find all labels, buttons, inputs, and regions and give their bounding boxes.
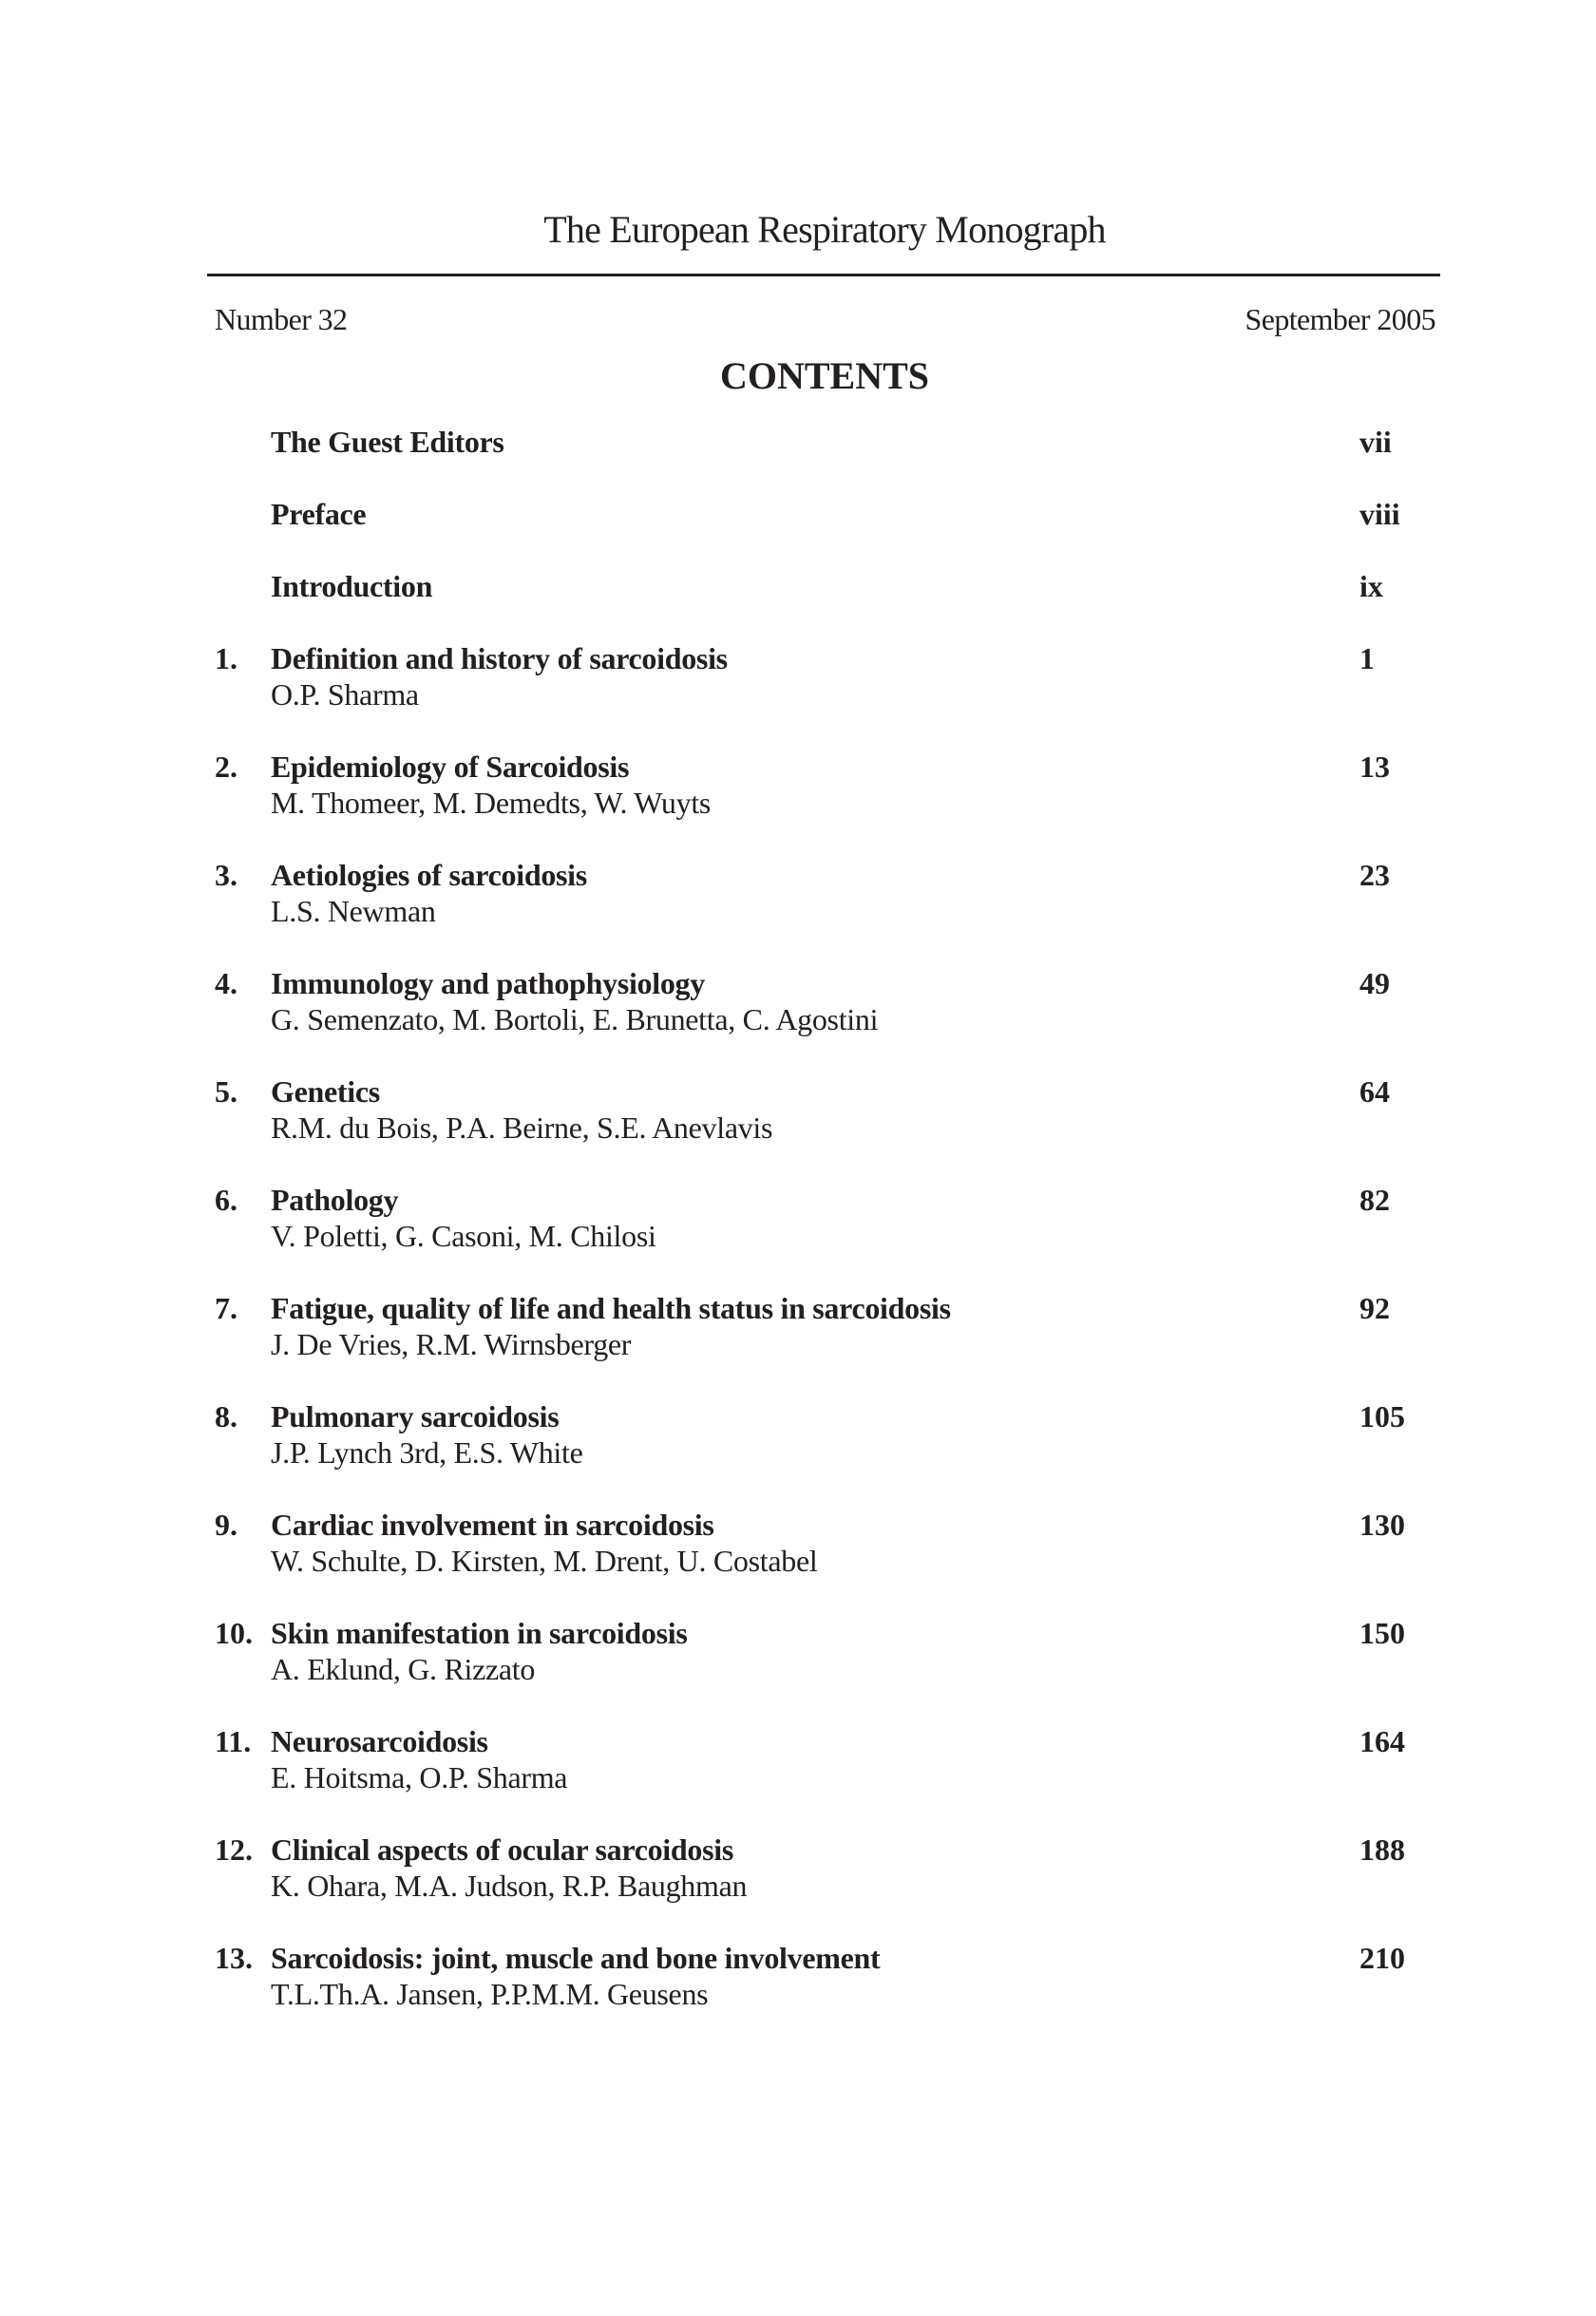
chapter-number: 3. <box>215 858 238 892</box>
chapter-title: Skin manifestation in sarcoidosis <box>271 1616 688 1650</box>
chapter-authors: G. Semenzato, M. Bortoli, E. Brunetta, C. Agostini <box>271 1002 879 1036</box>
chapter-title: Cardiac involvement in sarcoidosis <box>271 1508 714 1542</box>
chapter-entry <box>0 1182 1596 1258</box>
entry-page: ix <box>1359 569 1383 603</box>
chapter-number: 7. <box>215 1291 238 1325</box>
chapter-entry <box>0 1398 1596 1474</box>
chapter-authors: V. Poletti, G. Casoni, M. Chilosi <box>271 1219 656 1253</box>
chapter-title: Sarcoidosis: joint, muscle and bone involvement <box>271 1941 881 1975</box>
entry-page: viii <box>1359 497 1400 531</box>
chapter-number: 1. <box>215 641 238 675</box>
chapter-authors: R.M. du Bois, P.A. Beirne, S.E. Anevlavis <box>271 1111 773 1145</box>
chapter-number: 4. <box>215 966 238 1000</box>
chapter-authors: J. De Vries, R.M. Wirnsberger <box>271 1327 632 1361</box>
chapter-title: Pathology <box>271 1183 399 1217</box>
chapter-page: 210 <box>1359 1941 1405 1975</box>
chapter-entry <box>0 1615 1596 1691</box>
chapter-page: 92 <box>1359 1291 1390 1325</box>
chapter-authors: J.P. Lynch 3rd, E.S. White <box>271 1435 583 1470</box>
chapter-authors: W. Schulte, D. Kirsten, M. Drent, U. Costabel <box>271 1544 818 1578</box>
chapter-page: 1 <box>1359 641 1375 675</box>
chapter-title: Clinical aspects of ocular sarcoidosis <box>271 1832 733 1867</box>
chapter-title: Genetics <box>271 1074 380 1109</box>
chapter-authors: K. Ohara, M.A. Judson, R.P. Baughman <box>271 1869 748 1903</box>
chapter-number: 8. <box>215 1399 238 1433</box>
chapter-entry <box>0 1290 1596 1366</box>
front-matter-entry <box>0 568 1596 644</box>
contents-heading: CONTENTS <box>719 354 930 397</box>
chapter-number: 11. <box>215 1724 252 1758</box>
chapter-page: 164 <box>1359 1724 1405 1758</box>
chapter-title: Pulmonary sarcoidosis <box>271 1399 560 1433</box>
chapter-page: 105 <box>1359 1399 1405 1433</box>
chapter-authors: T.L.Th.A. Jansen, P.P.M.M. Geusens <box>271 1977 709 2011</box>
chapter-number: 5. <box>215 1074 238 1109</box>
chapter-page: 188 <box>1359 1832 1405 1867</box>
chapter-authors: L.S. Newman <box>271 894 436 928</box>
chapter-number: 13. <box>215 1941 253 1975</box>
chapter-entry <box>0 1940 1596 2016</box>
chapter-entry <box>0 965 1596 1041</box>
front-matter-entry <box>0 496 1596 572</box>
chapter-page: 13 <box>1359 750 1390 784</box>
chapter-page: 150 <box>1359 1616 1405 1650</box>
chapter-number: 2. <box>215 750 238 784</box>
chapter-number: 12. <box>215 1832 253 1867</box>
entry-title: The Guest Editors <box>271 425 504 459</box>
chapter-title: Neurosarcoidosis <box>271 1724 488 1758</box>
chapter-title: Definition and history of sarcoidosis <box>271 641 728 675</box>
entry-title: Introduction <box>271 569 433 603</box>
chapter-entry <box>0 1723 1596 1799</box>
chapter-authors: O.P. Sharma <box>271 677 419 712</box>
chapter-page: 82 <box>1359 1183 1390 1217</box>
chapter-entry <box>0 857 1596 933</box>
entry-page: vii <box>1359 425 1392 459</box>
chapter-entry <box>0 749 1596 825</box>
chapter-page: 64 <box>1359 1074 1390 1109</box>
entry-title: Preface <box>271 497 367 531</box>
chapter-number: 10. <box>215 1616 253 1650</box>
chapter-entry <box>0 1507 1596 1583</box>
journal-title: The European Respiratory Monograph <box>543 208 1106 251</box>
chapter-authors: M. Thomeer, M. Demedts, W. Wuyts <box>271 786 712 820</box>
chapter-title: Fatigue, quality of life and health status in sarcoidosis <box>271 1291 951 1325</box>
chapter-authors: A. Eklund, G. Rizzato <box>271 1652 536 1686</box>
front-matter-entry <box>0 424 1596 500</box>
chapter-title: Aetiologies of sarcoidosis <box>271 858 587 892</box>
chapter-page: 130 <box>1359 1508 1405 1542</box>
chapter-entry <box>0 1832 1596 1908</box>
chapter-entry <box>0 1073 1596 1149</box>
chapter-entry <box>0 640 1596 716</box>
issue-number: Number 32 <box>215 302 348 336</box>
chapter-title: Immunology and pathophysiology <box>271 966 705 1000</box>
issue-date: September 2005 <box>1244 302 1435 336</box>
chapter-number: 9. <box>215 1508 238 1542</box>
chapter-authors: E. Hoitsma, O.P. Sharma <box>271 1760 568 1794</box>
chapter-page: 49 <box>1359 966 1390 1000</box>
chapter-title: Epidemiology of Sarcoidosis <box>271 750 630 784</box>
chapter-page: 23 <box>1359 858 1390 892</box>
chapter-number: 6. <box>215 1183 238 1217</box>
